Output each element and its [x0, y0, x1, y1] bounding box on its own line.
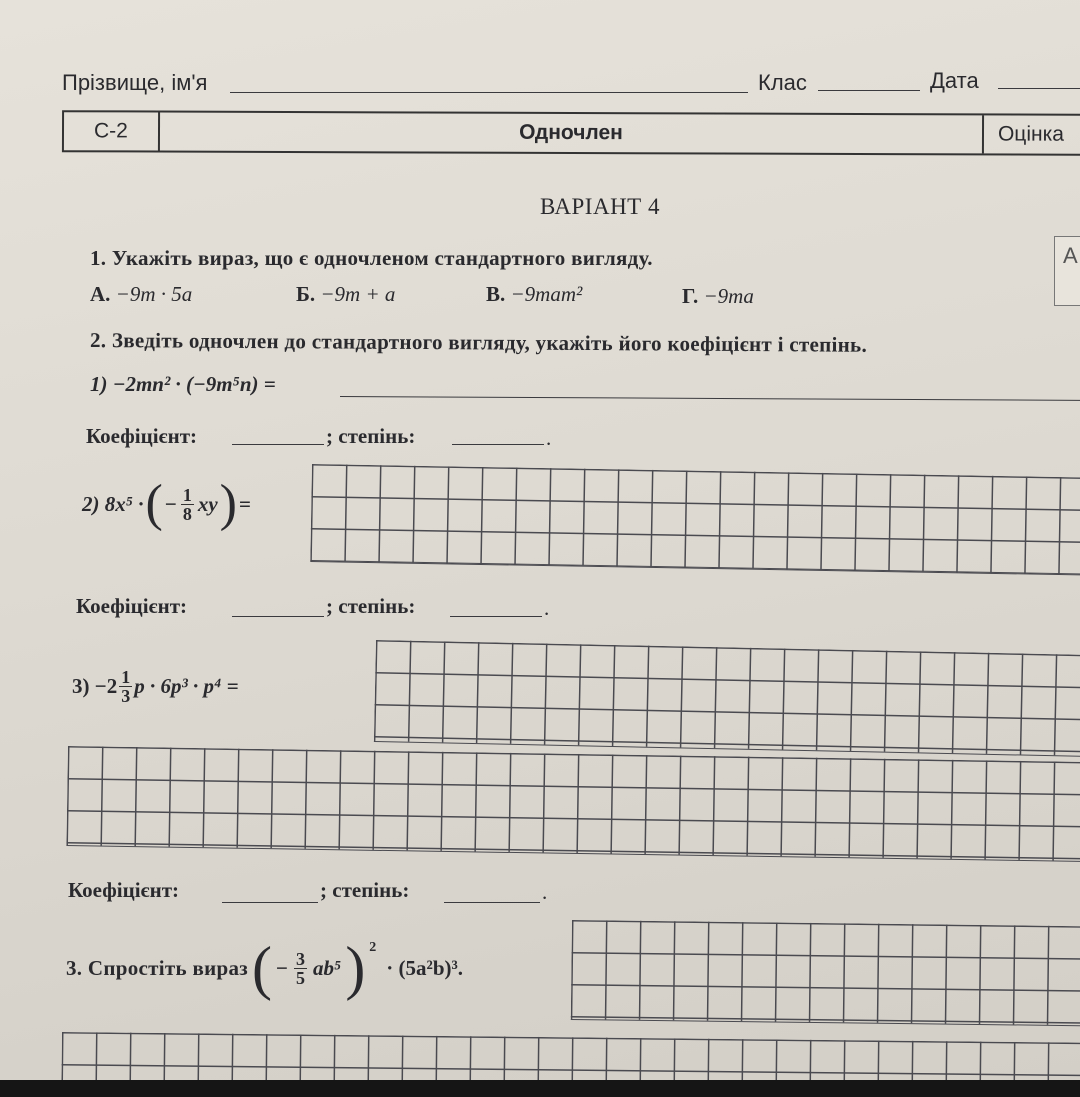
task3-inner: ab⁵	[313, 955, 342, 980]
task3-question: 3. Спростіть вираз	[66, 955, 249, 980]
coef-label-2: Коефіцієнт:	[76, 594, 188, 618]
denominator: 5	[296, 967, 305, 988]
task1-question: 1. Укажіть вираз, що є одночленом стандартного вигляду.	[90, 246, 653, 270]
end-dot-1: .	[546, 426, 552, 450]
denominator: 3	[121, 686, 131, 706]
end-dot-2: .	[544, 596, 550, 620]
option-letter: А.	[90, 282, 111, 306]
answer-box-letter: А	[1063, 243, 1078, 268]
item3-tail: p · 6p³ · p⁴ =	[134, 674, 239, 698]
coef-label-3: Коефіцієнт:	[68, 878, 180, 902]
surname-label: Прізвище, ім'я	[62, 70, 208, 95]
degree-label-3: ; степінь:	[320, 878, 410, 902]
answer-grid-3-top[interactable]	[374, 640, 1080, 757]
answer-grid-3-bottom[interactable]	[66, 746, 1080, 862]
degree-blank-2[interactable]	[450, 616, 542, 617]
option-letter: Г.	[682, 284, 699, 308]
degree-label-1: ; степінь:	[326, 424, 416, 448]
task1-option-v[interactable]	[486, 282, 582, 307]
option-expr: −9m · 5a	[115, 282, 193, 306]
end-dot-3: .	[542, 880, 548, 904]
task3-power: 2	[369, 940, 377, 955]
task1-option-a[interactable]	[90, 282, 192, 307]
right-paren: )	[219, 475, 237, 532]
task2-item3	[72, 668, 239, 705]
task1-option-b[interactable]	[296, 282, 395, 307]
left-paren: (	[252, 935, 273, 1001]
fraction	[294, 950, 307, 987]
option-letter: В.	[486, 282, 506, 306]
task3-tail: · (5a²b)³.	[386, 955, 464, 980]
item3-prefix: 3) −2	[72, 674, 118, 698]
topic-box	[62, 110, 1080, 156]
item2-prefix: 2) 8x⁵ ·	[82, 491, 144, 516]
minus-sign: −	[164, 491, 177, 516]
date-label: Дата	[930, 68, 979, 93]
task1-option-g[interactable]	[682, 284, 754, 309]
class-blank[interactable]	[818, 90, 920, 91]
option-expr: −9m + a	[320, 282, 396, 306]
item1-answer-line[interactable]	[340, 396, 1080, 401]
equals-sign: =	[239, 491, 251, 516]
degree-label-2: ; степінь:	[326, 594, 416, 618]
topic-code: С-2	[64, 112, 160, 150]
task2-question: 2. Зведіть одночлен до стандартного вигляду, укажіть його коефіцієнт і степінь.	[89, 328, 868, 357]
answer-box[interactable]	[1054, 236, 1080, 306]
fraction	[119, 668, 132, 705]
class-label: Клас	[758, 70, 807, 95]
option-letter: Б.	[296, 282, 316, 306]
task2-item2	[82, 475, 251, 532]
surname-blank[interactable]	[230, 92, 748, 93]
task2-item1: 1) −2mn² · (−9m⁵n) =	[90, 372, 276, 396]
coef-label-1: Коефіцієнт:	[86, 424, 198, 448]
coef-blank-2[interactable]	[232, 616, 324, 617]
numerator: 1	[182, 484, 192, 505]
answer-grid-task3-bottom[interactable]	[61, 1032, 1080, 1080]
coef-blank-3[interactable]	[222, 902, 318, 903]
fraction	[181, 486, 194, 523]
task3	[66, 935, 464, 1001]
item2-tail: xy	[197, 491, 218, 516]
degree-blank-3[interactable]	[444, 902, 540, 903]
variant-heading: ВАРІАНТ 4	[540, 194, 660, 219]
photo-shadow	[0, 1080, 1080, 1097]
date-blank[interactable]	[998, 88, 1080, 89]
right-paren: )	[345, 935, 366, 1001]
numerator: 1	[121, 667, 131, 687]
option-expr: −9ma	[703, 284, 754, 308]
option-expr: −9mam²	[510, 282, 583, 306]
left-paren: (	[145, 475, 163, 532]
numerator: 3	[296, 948, 305, 969]
answer-grid-task3-top[interactable]	[571, 920, 1080, 1026]
topic-title: Одночлен	[160, 113, 984, 154]
minus-sign: −	[276, 955, 288, 980]
degree-blank-1[interactable]	[452, 444, 544, 445]
denominator: 8	[182, 503, 192, 524]
coef-blank-1[interactable]	[232, 444, 324, 445]
answer-grid-2[interactable]	[310, 464, 1080, 576]
grade-label: Оцінка	[997, 122, 1064, 146]
